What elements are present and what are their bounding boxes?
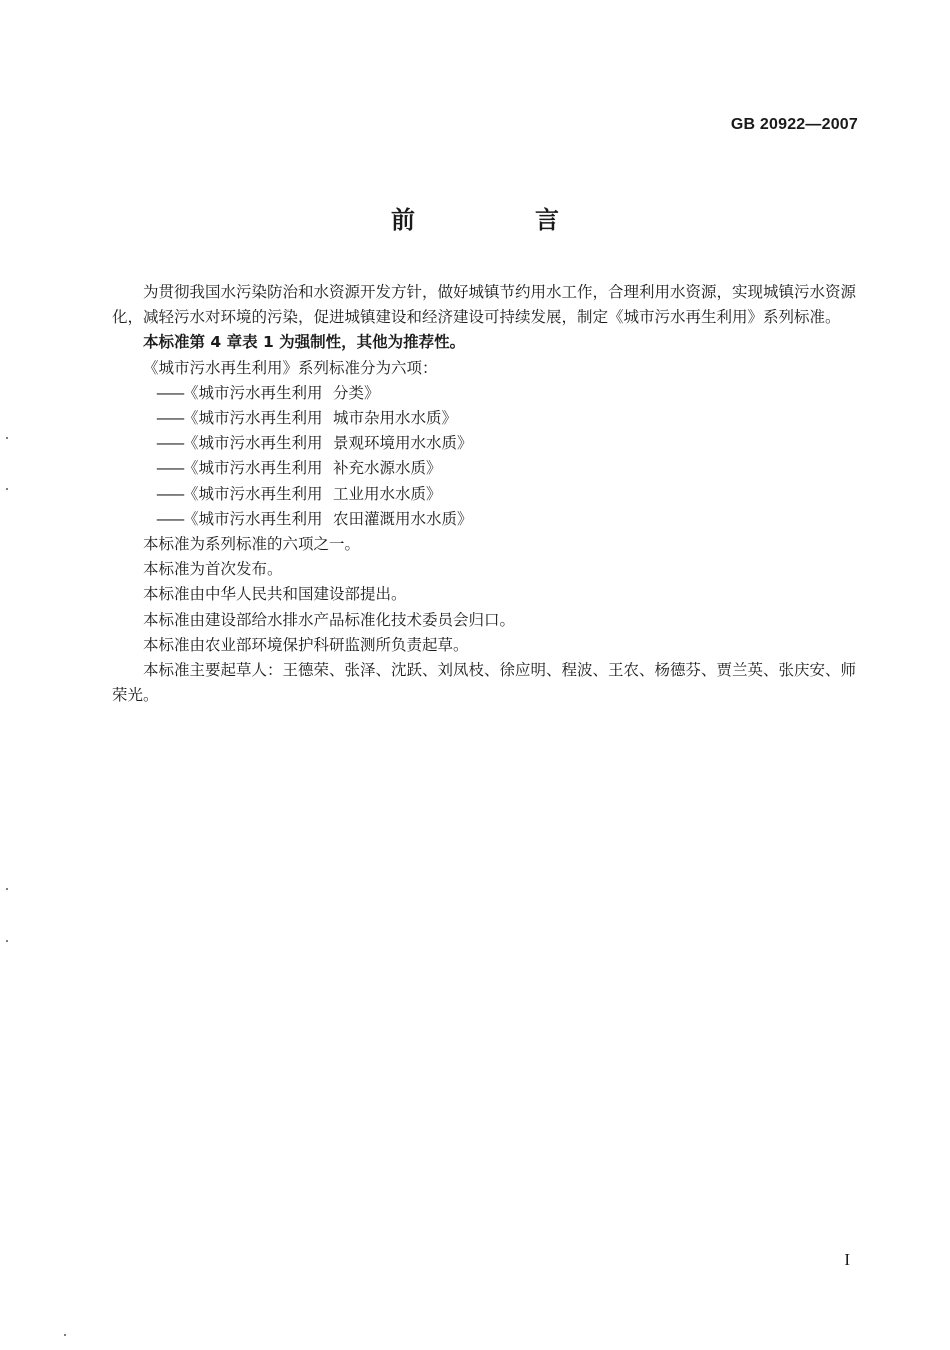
series-name: 《城市污水再生利用 [183, 409, 323, 428]
series-subtitle: 工业用水水质》 [333, 484, 442, 503]
closing-line: 本标准为系列标准的六项之一。 [143, 535, 361, 554]
series-item [112, 482, 864, 507]
dash-mark: —— [156, 459, 183, 478]
drafters-line: 本标准主要起草人：王德荣、张泽、沈跃、刘凤枝、徐应明、程波、王农、杨德芬、贾兰英、张庆安、师荣光。 [112, 661, 857, 705]
scan-speck [6, 888, 8, 890]
dash-mark: —— [156, 409, 183, 428]
series-name: 《城市污水再生利用 [183, 509, 323, 528]
closing-line: 本标准由中华人民共和国建设部提出。 [143, 585, 407, 604]
series-name: 《城市污水再生利用 [183, 383, 323, 402]
series-name: 《城市污水再生利用 [183, 484, 323, 503]
closing-line: 本标准由建设部给水排水产品标准化技术委员会归口。 [143, 610, 516, 629]
closing-line: 本标准为首次发布。 [143, 560, 283, 579]
series-subtitle: 分类》 [333, 383, 380, 402]
series-item [112, 406, 864, 431]
dash-mark: —— [156, 383, 183, 402]
page-title: 前 言 [391, 206, 607, 234]
series-intro: 《城市污水再生利用》系列标准分为六项： [143, 358, 438, 377]
scan-speck [64, 1334, 66, 1336]
series-subtitle: 景观环境用水水质》 [333, 434, 473, 453]
intro-paragraph: 为贯彻我国水污染防治和水资源开发方针，做好城镇节约用水工作，合理利用水资源，实现城镇污水资源化，减轻污水对环境的污染，促进城镇建设和经济建设可持续发展，制定《城市污水再生利用》系列标准。 [112, 283, 857, 327]
document-body [112, 280, 864, 708]
scan-speck [6, 940, 8, 942]
series-subtitle: 城市杂用水水质》 [333, 409, 458, 428]
scan-speck [6, 488, 8, 490]
dash-mark: —— [156, 434, 183, 453]
series-item [112, 381, 864, 406]
series-item [112, 507, 864, 532]
series-item [112, 456, 864, 481]
header-standard-code: GB 20922—2007 [730, 116, 858, 133]
series-subtitle: 农田灌溉用水水质》 [333, 509, 473, 528]
mandatory-note: 本标准第 4 章表 1 为强制性，其他为推荐性。 [143, 333, 466, 352]
dash-mark: —— [156, 509, 183, 528]
series-subtitle: 补充水源水质》 [333, 459, 442, 478]
closing-line: 本标准由农业部环境保护科研监测所负责起草。 [143, 635, 469, 654]
page-number: I [844, 1250, 850, 1269]
series-item [112, 431, 864, 456]
series-name: 《城市污水再生利用 [183, 434, 323, 453]
dash-mark: —— [156, 484, 183, 503]
series-name: 《城市污水再生利用 [183, 459, 323, 478]
scan-speck [6, 437, 8, 439]
